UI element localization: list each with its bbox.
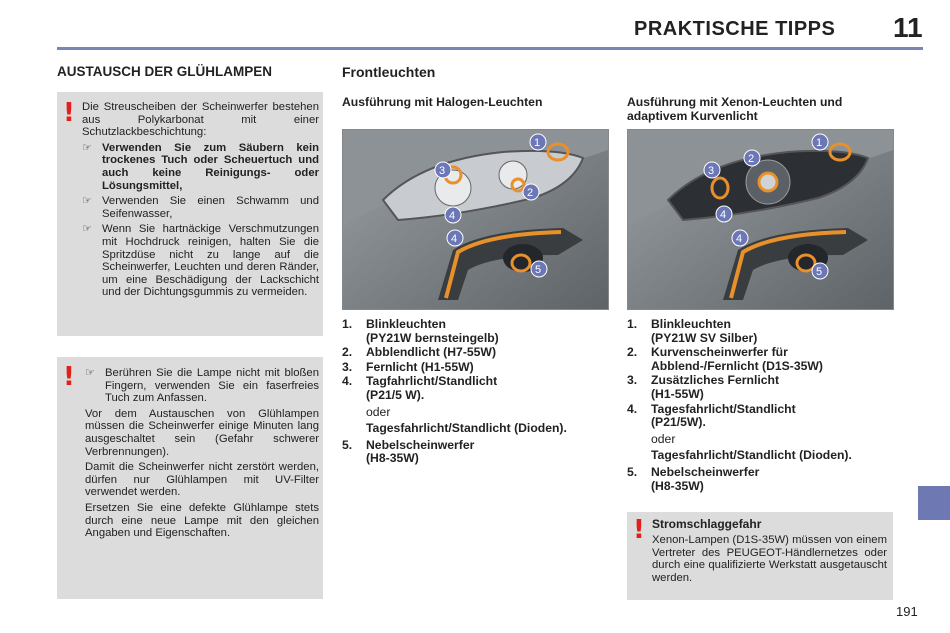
xenon-bulb-list xyxy=(627,318,897,494)
callout-1: 1 xyxy=(534,137,541,149)
alt-option: Tagesfahrlicht/Standlicht (Dioden). xyxy=(651,448,852,463)
warning-bullet: ☞ Berühren Sie die Lampe nicht mit bloßen Fingern, verwenden Sie ein faserfreies Tuch zum Anfassen. xyxy=(85,367,319,405)
warning-intro: Die Streuscheiben der Scheinwerfer bestehen aus Polykarbonat mit einer Schutzlackbeschichtung: xyxy=(82,101,319,139)
list-item: 3. Zusätzliches Fernlicht (H1-55W) xyxy=(627,373,779,401)
callout-4: 4 xyxy=(720,209,727,221)
warning-bullet: ☞ Wenn Sie hartnäckige Verschmutzungen mit Hochdruck reinigen, halten Sie die Spritzdüse nicht zu lange auf die Scheinwerfer, Leuchten und deren Ränder, um eine Beschädigung der Lackschicht und der Dichtungsgummis zu vermeiden. xyxy=(82,223,319,299)
callout-5: 5 xyxy=(535,264,542,276)
pointing-hand-icon: ☞ xyxy=(82,141,92,154)
callout-3: 3 xyxy=(439,165,446,177)
oder-text: oder xyxy=(651,431,676,446)
warning-paragraph: Damit die Scheinwerfer nicht zerstört werden, dürfen nur Glühlampen mit UV-Filter verwendet werden. xyxy=(85,461,319,499)
warning-box-electric xyxy=(627,512,893,600)
pointing-hand-icon: ☞ xyxy=(85,367,95,379)
warning-box-cleaning xyxy=(57,92,323,336)
warning-icon: ! xyxy=(633,515,645,545)
xenon-headlight-photo xyxy=(627,129,894,310)
chapter-tab xyxy=(918,486,950,520)
halogen-bulb-list xyxy=(342,318,612,467)
callout-2: 2 xyxy=(527,187,534,199)
pointing-hand-icon: ☞ xyxy=(82,195,92,208)
callout-1: 1 xyxy=(816,137,823,149)
warning-icon: ! xyxy=(63,362,75,392)
page-number: 191 xyxy=(896,604,918,619)
list-item: 5. Nebelscheinwerfer (H8-35W) xyxy=(627,464,760,493)
warning-text: Xenon-Lampen (D1S-35W) müssen von einem Vertreter des PEUGEOT-Händlernetzes oder durch eine qualifizierte Werkstatt ausgetauscht werden. xyxy=(652,534,887,584)
halogen-heading: Ausführung mit Halogen-Leuchten xyxy=(342,95,543,109)
callout-2: 2 xyxy=(748,153,755,165)
pointing-hand-icon: ☞ xyxy=(82,223,92,236)
callout-4b: 4 xyxy=(451,233,458,245)
list-item: 2. Abblendlicht (H7-55W) xyxy=(342,345,496,360)
list-item: 3. Fernlicht (H1-55W) xyxy=(342,359,474,374)
alt-option: Tagesfahrlicht/Standlicht (Dioden). xyxy=(366,421,567,436)
warning-box-handling xyxy=(57,357,323,599)
callout-4: 4 xyxy=(449,210,456,222)
halogen-headlight-photo xyxy=(342,129,609,310)
warning-paragraph: Ersetzen Sie eine defekte Glühlampe stets durch eine neue Lampe mit den gleichen Angaben und Eigenschaften. xyxy=(85,501,319,540)
callout-3: 3 xyxy=(708,165,715,177)
chapter-number: 11 xyxy=(893,12,923,43)
front-lights-title: Frontleuchten xyxy=(342,64,436,80)
header-rule xyxy=(57,47,923,50)
warning-paragraph: Vor dem Austauschen von Glühlampen müssen die Scheinwerfer einige Minuten lang ausgeschaltet sein (Gefahr schwerer Verbrennungen). xyxy=(85,407,319,458)
warning-bullet: ☞ Verwenden Sie einen Schwamm und Seifenwasser, xyxy=(82,195,319,220)
list-item: 2. Kurvenscheinwerfer für Abblend-/Fernlicht (D1S-35W) xyxy=(627,345,823,373)
list-item: 1. Blinkleuchten (PY21W SV Silber) xyxy=(627,317,758,345)
callout-4b: 4 xyxy=(736,233,743,245)
chapter-title: PRAKTISCHE TIPPS xyxy=(634,18,836,40)
warning-bullet: ☞ Verwenden Sie zum Säubern kein trockenes Tuch oder Scheuertuch und auch keine Reinigungs- oder Lösungsmittel, xyxy=(82,141,319,192)
callout-5: 5 xyxy=(816,266,823,278)
section-title: AUSTAUSCH DER GLÜHLAMPEN xyxy=(57,64,272,79)
list-item: 1. Blinkleuchten (PY21W bernsteingelb) xyxy=(342,317,499,345)
xenon-heading: Ausführung mit Xenon-Leuchten und adaptivem Kurvenlicht xyxy=(627,95,843,123)
list-item: 4. Tagfahrlicht/Standlicht (P21/5 W). xyxy=(342,374,498,402)
warning-icon: ! xyxy=(63,98,75,128)
list-item: 4. Tagesfahrlicht/Standlicht (P21/5W). xyxy=(627,401,796,430)
warning-title: Stromschlaggefahr xyxy=(652,517,762,531)
oder-text: oder xyxy=(366,404,391,419)
list-item: 5. Nebelscheinwerfer (H8-35W) xyxy=(342,437,475,466)
